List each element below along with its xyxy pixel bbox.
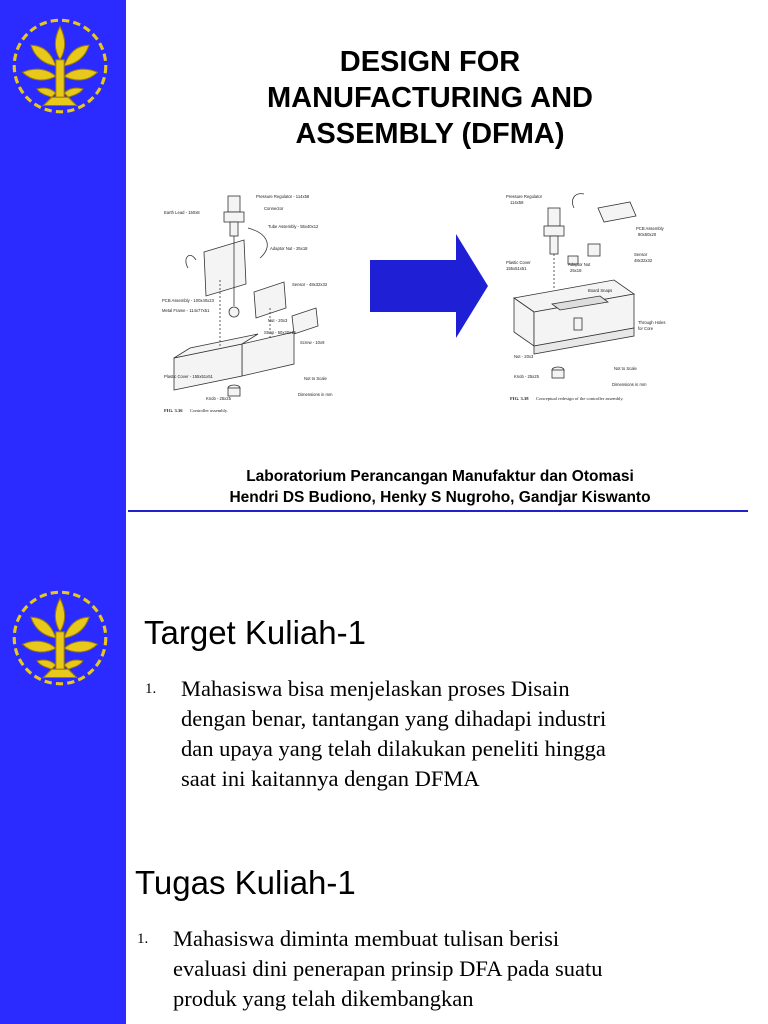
fig-left-label: Knob - 25x25 <box>206 396 231 401</box>
slide-title <box>200 44 660 152</box>
list-line: dengan benar, tantangan yang dihadapi industri <box>181 706 607 731</box>
controller-redesign-figure <box>504 186 680 404</box>
fig-left-label: Dimensions in mm <box>298 392 333 397</box>
list-line: evaluasi dini penerapan prinsip DFA pada suatu <box>173 956 603 981</box>
fig-right-caption-text: Conceptual redesign of the controller assembly. <box>536 396 624 401</box>
fig-left-label: Not to Scale <box>304 376 327 381</box>
list-number: 1. <box>137 931 149 947</box>
slide-2 <box>0 512 768 1024</box>
title-line: ASSEMBLY (DFMA) <box>295 118 565 150</box>
credits <box>150 466 730 508</box>
fig-right-label: Not to Scale <box>614 366 637 371</box>
tugas-list <box>137 924 747 1014</box>
fig-left-label: Adaptor Nut - 25x18 <box>270 246 308 251</box>
title-line: MANUFACTURING AND <box>267 82 593 114</box>
fig-left-label: Tube Assembly - 55x40x12 <box>268 224 319 229</box>
fig-left-label: Connector <box>264 206 284 211</box>
fig-right-label: PCB Assembly <box>636 226 664 231</box>
list-line: dan upaya yang telah dilakukan peneliti hingga <box>181 736 606 761</box>
fig-right-label: Knob - 25x25 <box>514 374 539 379</box>
fig-right-caption-num: FIG. 3.38 <box>510 396 529 401</box>
heading-target: Target Kuliah-1 <box>144 614 366 651</box>
fig-left-caption-text: Controller assembly. <box>190 408 228 413</box>
fig-left-label: Nut - 20x3 <box>268 318 288 323</box>
right-arrow-icon <box>370 234 488 338</box>
fig-left-label: PCB Assembly - 100x40x23 <box>162 298 214 303</box>
fig-left-label: Sensor - 48x32x32 <box>292 282 328 287</box>
list-line: Mahasiswa bisa menjelaskan proses Disain <box>181 676 570 701</box>
heading-tugas: Tugas Kuliah-1 <box>135 864 356 901</box>
fig-right-label: 114x58 <box>510 200 524 205</box>
list-item <box>181 674 745 794</box>
target-list <box>145 674 745 794</box>
fig-right-label: 80x50x20 <box>638 232 657 237</box>
fig-right-label: Sensor <box>634 252 648 257</box>
fig-right-label: Pressure Regulator <box>506 194 543 199</box>
fig-right-label: for Core <box>638 326 654 331</box>
fig-right-label: Dimensions in mm <box>612 382 647 387</box>
fig-left-label: Pressure Regulator - 114x58 <box>256 194 310 199</box>
list-line: produk yang telah dikembangkan <box>173 986 474 1011</box>
fig-right-label: Board Snaps <box>588 288 613 293</box>
fig-left-label: Strap - 50x20x16 <box>264 330 296 335</box>
list-item <box>173 924 747 1014</box>
fig-right-label: Plastic Cover <box>506 260 531 265</box>
fig-right-label: 48x32x32 <box>634 258 653 263</box>
fig-right-label: Adaptor Nut <box>568 262 591 267</box>
fig-left-caption-num: FIG. 3.36 <box>164 408 183 413</box>
controller-assembly-figure <box>160 188 336 416</box>
title-line: DESIGN FOR <box>339 46 521 78</box>
fig-right-label: 155x51x51 <box>506 266 527 271</box>
list-line: saat ini kaitannya dengan DFMA <box>181 766 480 791</box>
list-number: 1. <box>145 681 157 697</box>
fig-left-label: Screw - 10x9 <box>300 340 325 345</box>
university-emblem-icon <box>8 14 112 118</box>
credits-line: Laboratorium Perancangan Manufaktur dan Otomasi <box>246 468 634 485</box>
credits-line: Hendri DS Budiono, Henky S Nugroho, Gandjar Kiswanto <box>229 489 651 506</box>
fig-right-label: Nut - 20x3 <box>514 354 534 359</box>
fig-right-label: Through Holes <box>638 320 666 325</box>
fig-left-label: Metal Frame - 114x77x51 <box>162 308 210 313</box>
fig-right-label: 25x18 <box>570 268 582 273</box>
fig-left-label: Plastic Cover - 155x51x51 <box>164 374 213 379</box>
university-emblem-icon <box>8 586 112 690</box>
fig-left-label: Earth Lead - 150x8 <box>164 210 200 215</box>
list-line: Mahasiswa diminta membuat tulisan berisi <box>173 926 560 951</box>
